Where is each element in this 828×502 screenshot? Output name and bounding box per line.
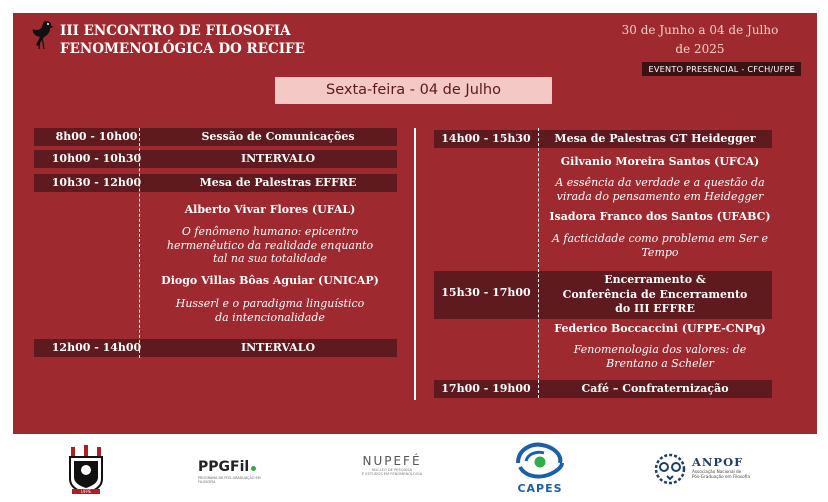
anpof-logo: [652, 452, 762, 486]
ufpe-crest-icon: [66, 445, 106, 495]
capes-emblem-icon: [510, 441, 570, 479]
label-line: Conferência de Encerramento: [562, 287, 748, 301]
ppgfil-logo: [198, 456, 278, 482]
talk-line: Husserl e o paradigma linguístico: [175, 297, 365, 310]
row-label: Café – Confraternização: [581, 382, 729, 395]
title-line-1: III ENCONTRO DE FILOSOFIA: [60, 23, 291, 39]
talk-title: [540, 343, 780, 370]
anpof-emblem-icon: [652, 452, 688, 486]
left-dashed-divider: [139, 128, 140, 358]
row-time: 15h30 - 17h00: [441, 286, 531, 299]
date-line-1: 30 de Junho a 04 de Julho: [621, 23, 779, 37]
talk-line: A essência da verdade e a questão da: [555, 176, 765, 189]
row-label: Sessão de Comunicações: [201, 130, 355, 143]
ufpe-logo: [66, 445, 106, 495]
capes-logo: [508, 441, 572, 493]
talk-line: Tempo: [641, 245, 679, 259]
schedule-row: [434, 130, 772, 148]
capes-name: CAPES: [517, 482, 563, 495]
anpof-name: ANPOF: [692, 455, 744, 469]
schedule-row: [434, 380, 772, 398]
talk-line: tal na sua totalidade: [212, 252, 328, 265]
talk-line: da intencionalidade: [215, 310, 325, 324]
talk-line: O fenômeno humano: epicentro: [181, 225, 359, 238]
nupefe-subtitle-2: E ESTUDOS EM FENOMENOLOGIA: [361, 472, 423, 476]
row-label: INTERVALO: [240, 152, 316, 165]
nupefe-name: NUPEFÉ: [362, 454, 422, 468]
speaker-name: Gilvanio Moreira Santos (UFCA): [560, 155, 760, 168]
anpof-subtitle-2: Pós-Graduação em Filosofia: [692, 474, 750, 479]
speaker-name: Federico Boccaccini (UFPE-CNPq): [554, 322, 766, 335]
row-time: 10h30 - 12h00: [51, 176, 142, 189]
schedule-row: [34, 150, 397, 168]
event-title: [60, 22, 305, 58]
row-label: Mesa de Palestras GT Heidegger: [554, 132, 756, 145]
row-time: 10h00 - 10h30: [51, 152, 142, 165]
nupefe-logo: [352, 454, 432, 484]
talk-line: virada do pensamento em Heidegger: [556, 189, 764, 203]
label-line: do III EFFRE: [615, 302, 695, 315]
schedule-row: [34, 339, 397, 357]
speaker-name: Isadora Franco dos Santos (UFABC): [549, 210, 771, 223]
ppgfil-dot: [251, 466, 256, 471]
schedule-row: [34, 174, 397, 192]
row-label: INTERVALO: [240, 341, 316, 354]
right-dashed-divider: [538, 128, 539, 398]
title-line-2: FENOMENOLÓGICA DO RECIFE: [60, 41, 305, 57]
talk-line: Brentano a Scheler: [606, 356, 714, 370]
schedule-row-closing: [434, 271, 772, 319]
talk-title: [140, 297, 400, 324]
date-line-2: de 2025: [675, 42, 725, 56]
ppgfil-subtitle: PROGRAMA DE PÓS-GRADUAÇÃO EM FILOSOFIA: [198, 476, 261, 484]
row-time: 14h00 - 15h30: [441, 132, 531, 145]
speaker-name: Diogo Villas Bôas Aguiar (UNICAP): [161, 274, 379, 287]
talk-line: Fenomenologia dos valores: de: [573, 343, 747, 356]
event-dates: [600, 21, 800, 59]
talk-title: [540, 232, 780, 259]
column-divider: [414, 128, 416, 400]
nupefe-subtitle-1: NÚCLEO DE PESQUISA: [371, 468, 413, 472]
bird-icon: [28, 18, 56, 50]
talk-title: [140, 225, 400, 266]
label-line: Encerramento &: [604, 273, 706, 286]
talk-title: [540, 176, 780, 203]
speaker-name: Alberto Vivar Flores (UFAL): [184, 203, 356, 216]
ppgfil-name: PPGFil: [198, 459, 250, 475]
row-time: 12h00 - 14h00: [51, 341, 142, 354]
day-label: Sexta-feira - 04 de Julho: [275, 77, 552, 104]
talk-line: hermenêutico da realidade enquanto: [166, 238, 374, 252]
ufpe-motto: UFPE: [80, 489, 92, 495]
row-time: 8h00 - 10h00: [55, 130, 138, 143]
event-badge: EVENTO PRESENCIAL - CFCH/UFPE: [642, 62, 801, 76]
talk-line: A facticidade como problema em Ser e: [551, 232, 769, 245]
anpof-subtitle-1: Associação Nacional de: [692, 469, 742, 474]
row-label: Mesa de Palestras EFFRE: [199, 176, 357, 189]
row-label: [538, 273, 772, 317]
row-time: 17h00 - 19h00: [441, 382, 531, 395]
schedule-row: [34, 128, 397, 146]
